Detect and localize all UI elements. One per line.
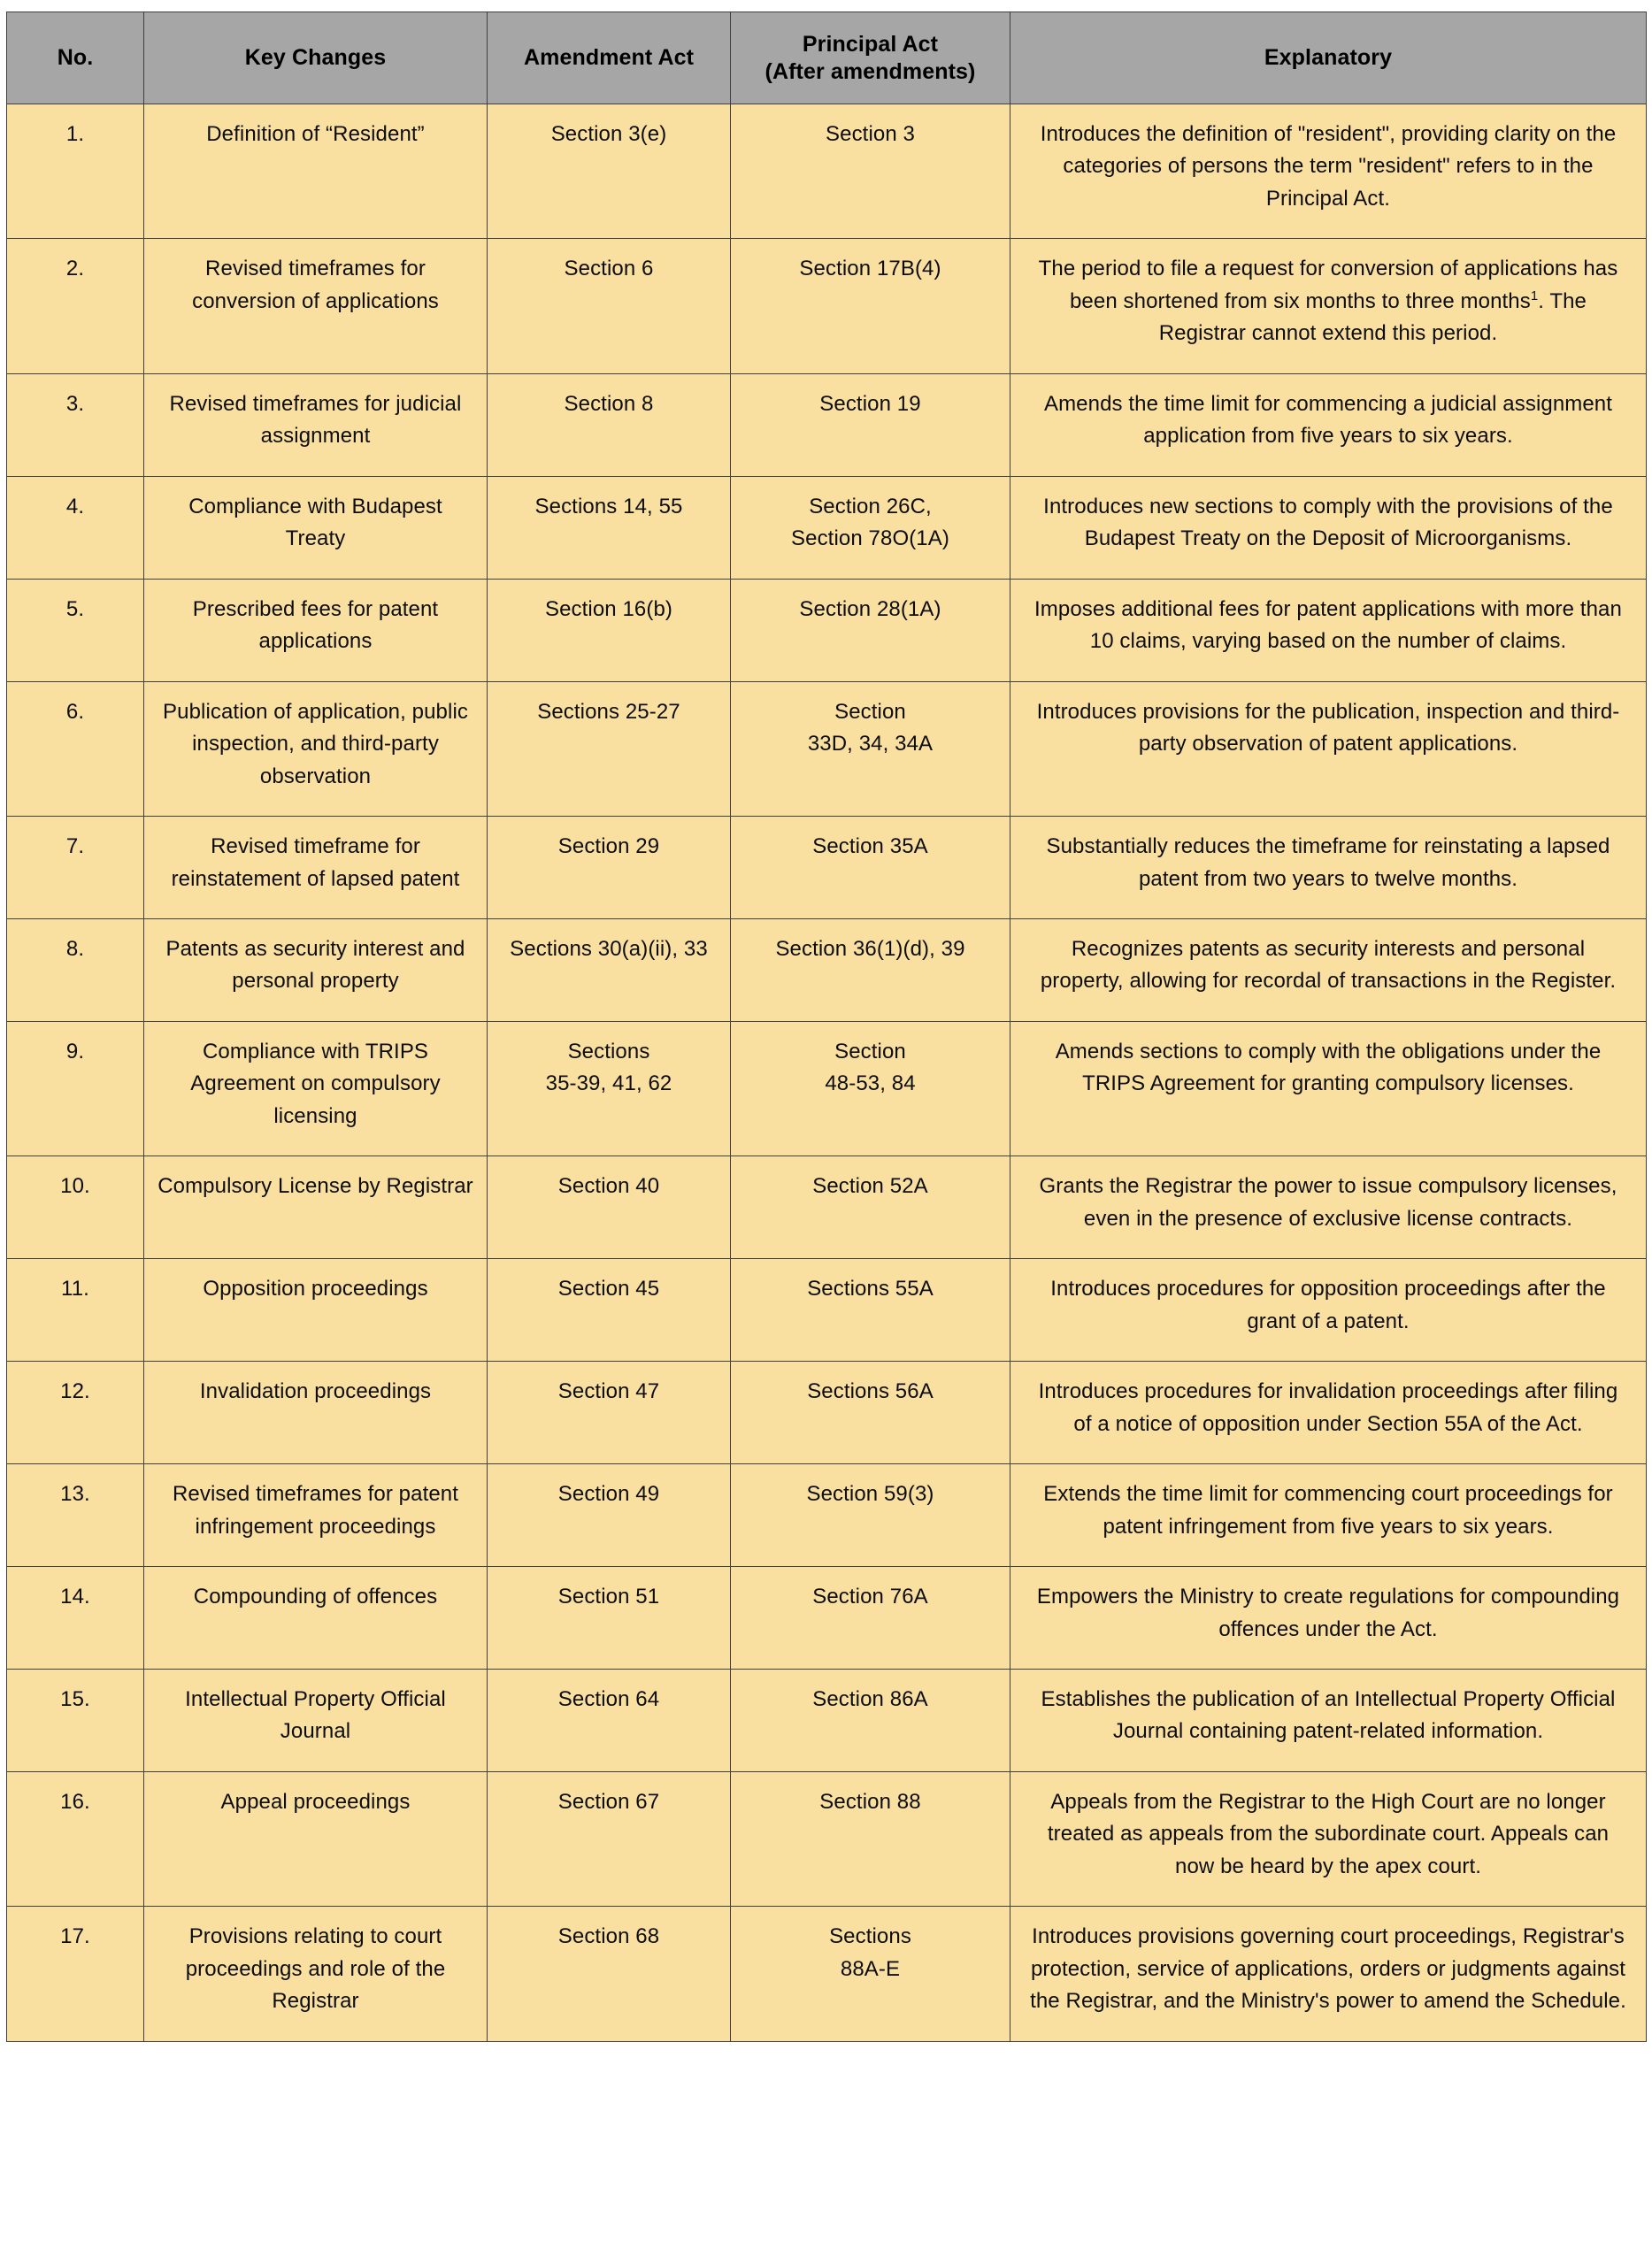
cell-key-changes: Opposition proceedings — [144, 1259, 488, 1362]
table-body — [7, 104, 1647, 2042]
cell-amendment-act: Section 6 — [488, 239, 731, 373]
cell-no: 16. — [7, 1771, 144, 1906]
column-header-amendment-act-label: Amendment Act — [523, 45, 695, 71]
table-row — [7, 1907, 1647, 2041]
cell-principal-act-line-1: Section — [834, 699, 906, 724]
cell-explanatory: Introduces new sections to comply with the provisions of the Budapest Treaty on the Deposit of Microorganisms. — [1010, 476, 1647, 579]
cell-key-changes: Revised timeframe for reinstatement of lapsed patent — [144, 817, 488, 919]
table-row — [7, 918, 1647, 1021]
cell-amendment-act: Section 47 — [488, 1362, 731, 1464]
cell-amendment-act: Section 45 — [488, 1259, 731, 1362]
table-row — [7, 1156, 1647, 1259]
cell-key-changes: Revised timeframes for conversion of applications — [144, 239, 488, 373]
table-header — [7, 12, 1647, 104]
cell-no: 14. — [7, 1567, 144, 1670]
cell-key-changes: Publication of application, public inspection, and third-party observation — [144, 681, 488, 816]
cell-explanatory: Imposes additional fees for patent applications with more than 10 claims, varying based on the number of claims. — [1010, 579, 1647, 681]
cell-key-changes: Provisions relating to court proceedings and role of the Registrar — [144, 1907, 488, 2041]
cell-no: 3. — [7, 373, 144, 476]
column-header-principal-act-sublabel: (After amendments) — [765, 58, 976, 84]
cell-amendment-act: Section 64 — [488, 1670, 731, 1772]
cell-explanatory: Empowers the Ministry to create regulations for compounding offences under the Act. — [1010, 1567, 1647, 1670]
cell-key-changes: Compliance with Budapest Treaty — [144, 476, 488, 579]
column-header-explanatory — [1010, 12, 1647, 104]
cell-key-changes: Definition of “Resident” — [144, 104, 488, 239]
cell-principal-act-line-2: 88A-E — [840, 1956, 901, 1981]
cell-amendment-act: Section 49 — [488, 1464, 731, 1567]
cell-principal-act-line-2: 48-53, 84 — [825, 1071, 916, 1096]
cell-principal-act: Section 35A — [731, 817, 1010, 919]
column-header-principal-act-label: Principal Act — [802, 32, 939, 57]
cell-explanatory: Amends the time limit for commencing a judicial assignment application from five years to six years. — [1010, 373, 1647, 476]
table-row — [7, 373, 1647, 476]
cell-principal-act: Section 28(1A) — [731, 579, 1010, 681]
cell-explanatory: Introduces the definition of "resident", providing clarity on the categories of persons the term "resident" refers to in the Principal Act. — [1010, 104, 1647, 239]
cell-no: 5. — [7, 579, 144, 681]
cell-amendment-act: Section 68 — [488, 1907, 731, 2041]
table-row — [7, 681, 1647, 816]
cell-explanatory: Introduces procedures for invalidation proceedings after filing of a notice of opposition under Section 55A of the Act. — [1010, 1362, 1647, 1464]
cell-principal-act — [731, 681, 1010, 816]
cell-no: 6. — [7, 681, 144, 816]
cell-amendment-act: Section 8 — [488, 373, 731, 476]
cell-no: 12. — [7, 1362, 144, 1464]
table-row — [7, 579, 1647, 681]
cell-principal-act-line-2: 33D, 34, 34A — [807, 732, 934, 756]
cell-principal-act: Section 59(3) — [731, 1464, 1010, 1567]
cell-amendment-act: Sections 14, 55 — [488, 476, 731, 579]
column-header-no-label: No. — [57, 45, 94, 71]
cell-amendment-act: Sections 30(a)(ii), 33 — [488, 918, 731, 1021]
cell-amendment-act: Section 3(e) — [488, 104, 731, 239]
cell-explanatory: Establishes the publication of an Intellectual Property Official Journal containing patent-related information. — [1010, 1670, 1647, 1772]
cell-no: 11. — [7, 1259, 144, 1362]
cell-principal-act-line-2: Section 78O(1A) — [791, 526, 949, 551]
cell-principal-act-line-1: Section — [834, 1039, 906, 1063]
table-row — [7, 476, 1647, 579]
cell-key-changes: Appeal proceedings — [144, 1771, 488, 1906]
cell-no: 10. — [7, 1156, 144, 1259]
cell-explanatory: Amends sections to comply with the obligations under the TRIPS Agreement for granting compulsory licenses. — [1010, 1021, 1647, 1156]
cell-key-changes: Compulsory License by Registrar — [144, 1156, 488, 1259]
column-header-no — [7, 12, 144, 104]
cell-no: 17. — [7, 1907, 144, 2041]
cell-explanatory: Extends the time limit for commencing court proceedings for patent infringement from five years to six years. — [1010, 1464, 1647, 1567]
cell-amendment-act — [488, 1021, 731, 1156]
cell-amendment-act: Section 51 — [488, 1567, 731, 1670]
cell-explanatory: Grants the Registrar the power to issue compulsory licenses, even in the presence of exclusive license contracts. — [1010, 1156, 1647, 1259]
cell-key-changes: Revised timeframes for judicial assignment — [144, 373, 488, 476]
cell-principal-act: Section 52A — [731, 1156, 1010, 1259]
cell-principal-act: Section 19 — [731, 373, 1010, 476]
cell-amendment-act: Section 29 — [488, 817, 731, 919]
cell-no: 15. — [7, 1670, 144, 1772]
cell-no: 9. — [7, 1021, 144, 1156]
cell-amendment-act: Section 67 — [488, 1771, 731, 1906]
cell-explanatory: Substantially reduces the timeframe for reinstating a lapsed patent from two years to twelve months. — [1010, 817, 1647, 919]
cell-principal-act-line-1: Sections — [829, 1924, 911, 1949]
cell-explanatory: Recognizes patents as security interests and personal property, allowing for recordal of transactions in the Register. — [1010, 918, 1647, 1021]
table-row — [7, 1670, 1647, 1772]
cell-principal-act: Section 76A — [731, 1567, 1010, 1670]
patent-amendments-table — [6, 12, 1647, 2042]
table-row — [7, 1464, 1647, 1567]
cell-principal-act: Section 86A — [731, 1670, 1010, 1772]
cell-explanatory: The period to file a request for conversion of applications has been shortened from six months to three months$^1$. The Registrar cannot extend this period. — [1010, 239, 1647, 373]
cell-principal-act — [731, 476, 1010, 579]
cell-principal-act: Sections 55A — [731, 1259, 1010, 1362]
cell-key-changes: Patents as security interest and personal property — [144, 918, 488, 1021]
cell-principal-act — [731, 1021, 1010, 1156]
cell-key-changes: Compliance with TRIPS Agreement on compulsory licensing — [144, 1021, 488, 1156]
table-row — [7, 1567, 1647, 1670]
table-row — [7, 239, 1647, 373]
column-header-key-changes — [144, 12, 488, 104]
cell-key-changes: Compounding of offences — [144, 1567, 488, 1670]
cell-explanatory: Introduces provisions governing court proceedings, Registrar's protection, service of applications, orders or judgments against the Registrar, and the Ministry's power to amend the Schedule. — [1010, 1907, 1647, 2041]
header-row — [7, 12, 1647, 104]
table-row — [7, 1771, 1647, 1906]
cell-amendment-act-line-1: Sections — [567, 1039, 650, 1063]
cell-key-changes: Intellectual Property Official Journal — [144, 1670, 488, 1772]
table-row — [7, 1362, 1647, 1464]
cell-principal-act — [731, 1907, 1010, 2041]
cell-key-changes: Invalidation proceedings — [144, 1362, 488, 1464]
cell-no: 2. — [7, 239, 144, 373]
cell-no: 13. — [7, 1464, 144, 1567]
table-row — [7, 1021, 1647, 1156]
table-row — [7, 817, 1647, 919]
column-header-explanatory-label: Explanatory — [1264, 45, 1393, 71]
cell-principal-act: Section 3 — [731, 104, 1010, 239]
cell-explanatory: Introduces provisions for the publication, inspection and third-party observation of patent applications. — [1010, 681, 1647, 816]
column-header-amendment-act — [488, 12, 731, 104]
cell-key-changes: Revised timeframes for patent infringement proceedings — [144, 1464, 488, 1567]
cell-explanatory: Introduces procedures for opposition proceedings after the grant of a patent. — [1010, 1259, 1647, 1362]
cell-no: 7. — [7, 817, 144, 919]
cell-amendment-act-line-2: 35-39, 41, 62 — [545, 1071, 672, 1096]
table-row — [7, 104, 1647, 239]
footnote-marker: 1 — [1530, 288, 1539, 303]
cell-amendment-act: Section 40 — [488, 1156, 731, 1259]
cell-principal-act: Sections 56A — [731, 1362, 1010, 1464]
cell-no: 1. — [7, 104, 144, 239]
cell-no: 4. — [7, 476, 144, 579]
column-header-principal-act — [731, 12, 1010, 104]
cell-principal-act: Section 88 — [731, 1771, 1010, 1906]
cell-no: 8. — [7, 918, 144, 1021]
cell-principal-act-line-1: Section 26C, — [809, 494, 932, 518]
column-header-key-changes-label: Key Changes — [244, 45, 387, 71]
table-row — [7, 1259, 1647, 1362]
cell-principal-act: Section 17B(4) — [731, 239, 1010, 373]
cell-amendment-act: Sections 25-27 — [488, 681, 731, 816]
cell-explanatory: Appeals from the Registrar to the High Court are no longer treated as appeals from the subordinate court. Appeals can now be heard by the apex court. — [1010, 1771, 1647, 1906]
cell-key-changes: Prescribed fees for patent applications — [144, 579, 488, 681]
cell-amendment-act: Section 16(b) — [488, 579, 731, 681]
cell-principal-act: Section 36(1)(d), 39 — [731, 918, 1010, 1021]
